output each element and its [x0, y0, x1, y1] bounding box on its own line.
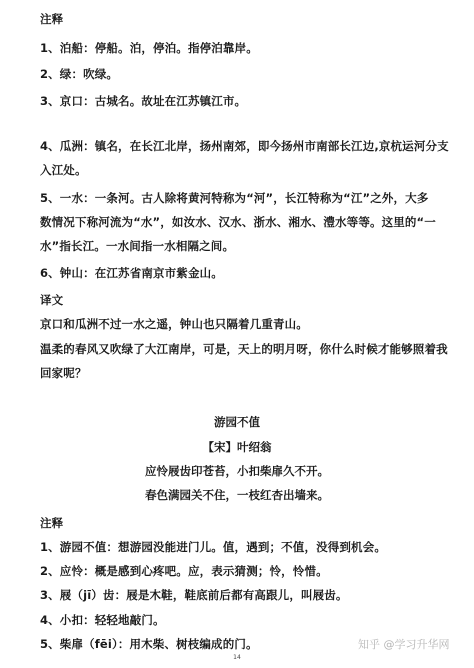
note-item: 4、瓜洲：镇名，在长江北岸，扬州南郊，即今扬州市南部长江边,京杭运河分支 — [40, 139, 449, 153]
translation-line: 回家呢？ — [40, 366, 87, 380]
note-item: 1、泊船：停船。泊，停泊。指停泊靠岸。 — [40, 41, 258, 55]
note-item: 3、京口：古城名。故址在江苏镇江市。 — [40, 94, 247, 108]
note-item: 2、应怜：概是感到心疼吧。应，表示猜测；怜，怜惜。 — [40, 564, 328, 578]
note-item-continuation: 入江处。 — [40, 163, 87, 177]
poem-author: 【宋】叶绍翁 — [202, 440, 272, 454]
poem-line: 应怜屐齿印苍苔，小扣柴扉久不开。 — [145, 464, 329, 478]
notes-heading: 注释 — [40, 516, 64, 530]
note-item-continuation: 数情况下称河流为“水”，如汝水、汉水、浙水、湘水、澧水等等。这里的“一 — [40, 215, 436, 229]
note-item: 3、屐（jī）齿：屐是木鞋，鞋底前后都有高跟儿，叫屐齿。 — [40, 588, 348, 602]
translation-line: 温柔的春风又吹绿了大江南岸，可是，天上的明月呀，你什么时候才能够照着我 — [40, 342, 448, 356]
note-item: 4、小扣：轻轻地敲门。 — [40, 613, 165, 627]
notes-heading: 注释 — [40, 12, 64, 26]
zhihu-watermark: 知乎 @学习升华网 — [358, 638, 450, 651]
note-item-continuation: 水”指长江。一水间指一水相隔之间。 — [40, 239, 235, 253]
note-item: 1、游园不值：想游园没能进门儿。值，遇到；不值，没得到机会。 — [40, 540, 386, 554]
note-item: 6、钟山：在江苏省南京市紫金山。 — [40, 266, 223, 280]
note-item: 2、绿：吹绿。 — [40, 67, 119, 81]
page-number: 14 — [233, 654, 241, 661]
poem-title: 游园不值 — [214, 415, 260, 429]
poem-line: 春色满园关不住，一枝红杏出墙来。 — [145, 488, 329, 502]
note-item: 5、柴扉（fēi）：用木柴、树枝编成的门。 — [40, 637, 258, 651]
note-item: 5、一水：一条河。古人除将黄河特称为“河”，长江特称为“江”之外，大多 — [40, 191, 429, 205]
translation-heading: 译文 — [40, 293, 64, 307]
translation-line: 京口和瓜洲不过一水之遥，钟山也只隔着几重青山。 — [40, 317, 308, 331]
